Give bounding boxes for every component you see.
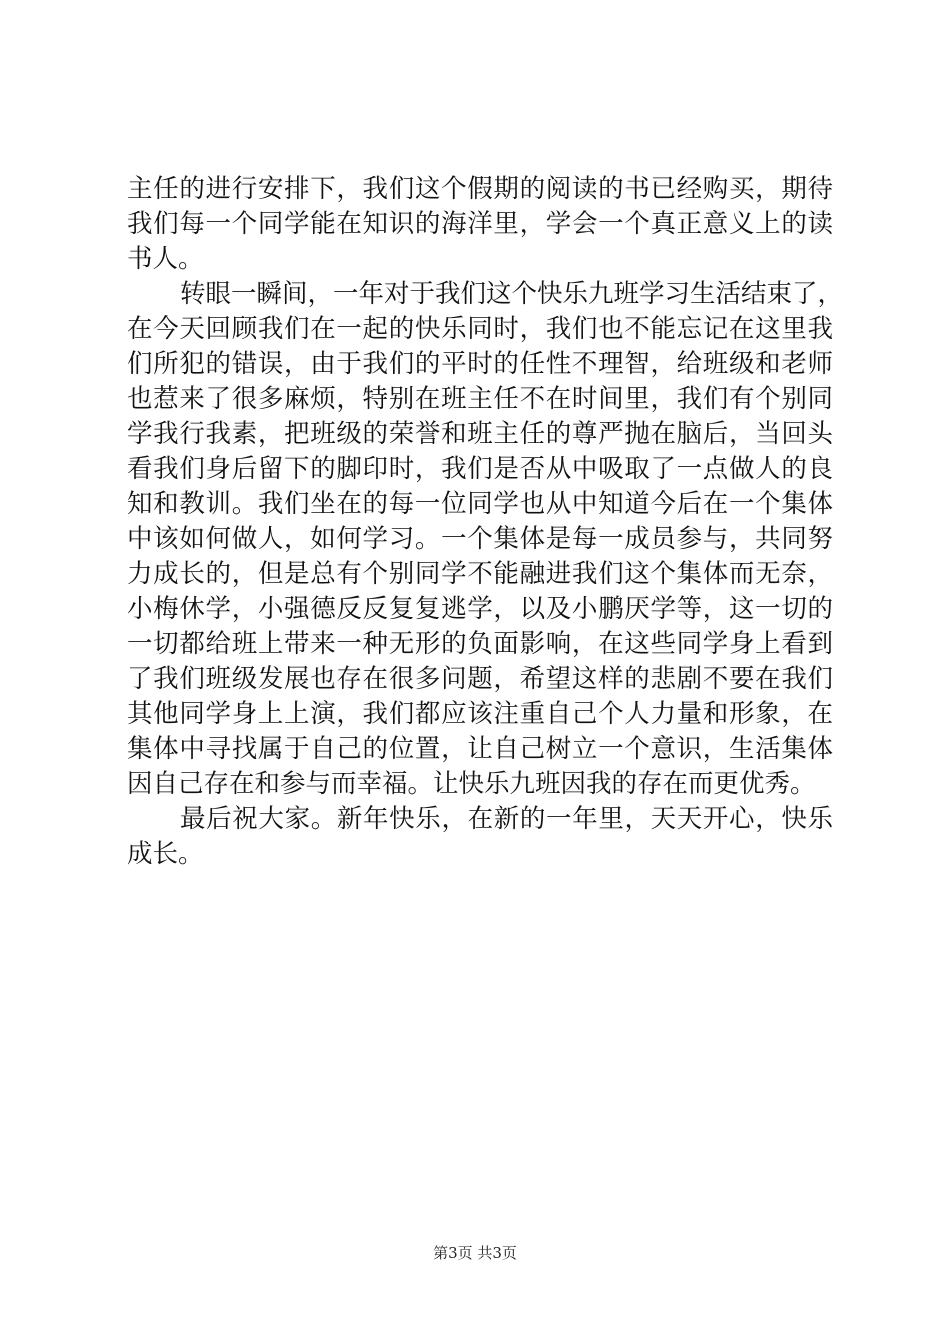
- text-line: 其他同学身上上演，我们都应该注重自己个人力量和形象，在: [127, 699, 833, 729]
- text-line: 也惹来了很多麻烦，特别在班主任不在时间里，我们有个别同: [127, 384, 833, 414]
- text-line: 最后祝大家。新年快乐，在新的一年里，天天开心，快乐: [180, 804, 833, 834]
- text-line: 一切都给班上带来一种无形的负面影响，在这些同学身上看到: [127, 629, 833, 659]
- text-line: 在今天回顾我们在一起的快乐同时，我们也不能忘记在这里我: [127, 314, 833, 344]
- text-line: 成长。: [127, 839, 204, 869]
- text-line: 中该如何做人，如何学习。一个集体是每一成员参与，共同努: [127, 524, 833, 554]
- text-line: 看我们身后留下的脚印时，我们是否从中吸取了一点做人的良: [127, 454, 833, 484]
- page-footer: [0, 1243, 950, 1263]
- page-number-label: 第3页 共3页: [433, 1244, 517, 1262]
- body-text: [127, 172, 844, 872]
- text-line: 知和教训。我们坐在的每一位同学也从中知道今后在一个集体: [127, 489, 833, 519]
- text-line: 我们每一个同学能在知识的海洋里，学会一个真正意义上的读: [127, 209, 833, 239]
- text-line: 转眼一瞬间，一年对于我们这个快乐九班学习生活结束了，: [180, 279, 844, 309]
- text-line: 因自己存在和参与而幸福。让快乐九班因我的存在而更优秀。: [127, 769, 816, 799]
- text-line: 主任的进行安排下，我们这个假期的阅读的书已经购买，期待: [127, 174, 833, 204]
- text-line: 集体中寻找属于自己的位置，让自己树立一个意识，生活集体: [127, 734, 833, 764]
- text-line: 们所犯的错误，由于我们的平时的任性不理智，给班级和老师: [127, 349, 833, 379]
- text-line: 了我们班级发展也存在很多问题，希望这样的悲剧不要在我们: [127, 664, 833, 694]
- text-line: 学我行我素，把班级的荣誉和班主任的尊严抛在脑后，当回头: [127, 419, 833, 449]
- text-line: 力成长的，但是总有个别同学不能融进我们这个集体而无奈，: [127, 559, 833, 589]
- text-line: 小梅休学，小强德反反复复逃学，以及小鹏厌学等，这一切的: [127, 594, 833, 624]
- text-line: 书人。: [127, 244, 204, 274]
